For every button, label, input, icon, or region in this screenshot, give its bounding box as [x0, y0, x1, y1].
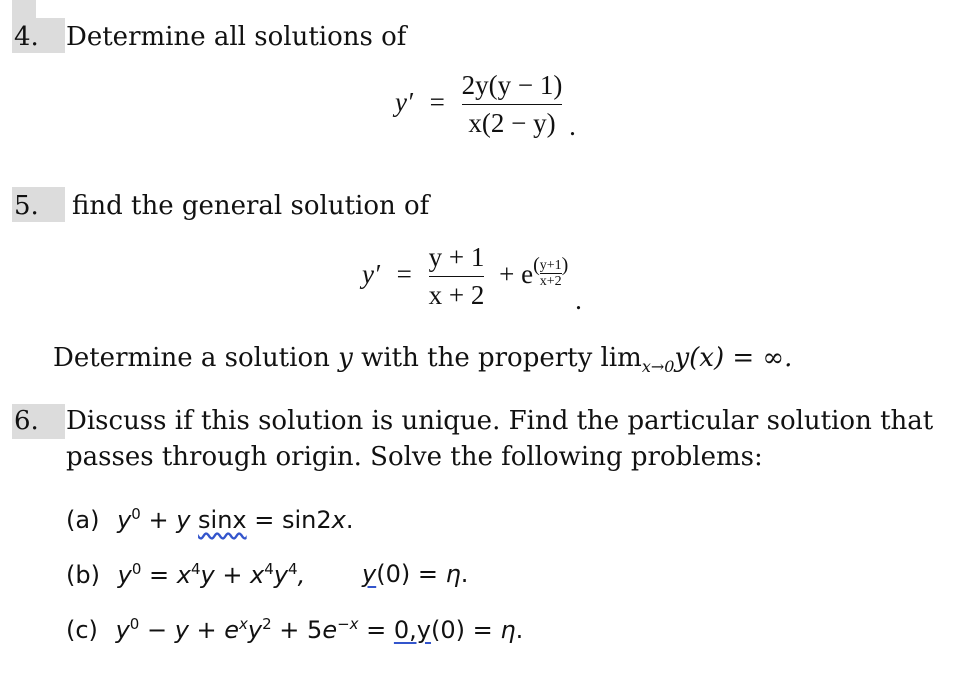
- part-b-sup3: 4: [264, 560, 274, 578]
- problem-4-text: Determine all solutions of: [66, 22, 407, 52]
- part-c: [66, 615, 523, 644]
- part-c-sup1: 0: [129, 615, 140, 633]
- problem-4-number: 4.: [14, 22, 39, 52]
- determine-rest: with the property lim: [352, 343, 642, 373]
- part-c-sup3: 2: [262, 615, 272, 633]
- eq4-period: .: [569, 110, 576, 141]
- eq4-lhs: y′: [395, 86, 413, 117]
- part-b: [66, 560, 305, 589]
- part-b-condition: [362, 560, 468, 588]
- part-b-sup4: 4: [288, 560, 298, 578]
- eq4-equals: =: [429, 86, 445, 117]
- part-c-sup2: x: [239, 615, 248, 633]
- determine-y: y: [338, 343, 353, 373]
- part-a-label: (a): [66, 506, 100, 534]
- eq4-fraction-bar: [462, 104, 563, 105]
- eq5-fraction: [429, 242, 485, 311]
- part-b-cond-eta: η: [445, 560, 461, 588]
- part-b-sup2: 4: [190, 560, 201, 578]
- eq4-fraction: [462, 70, 563, 139]
- part-c-eq5: y: [247, 616, 263, 644]
- part-b-sup1: 0: [131, 560, 142, 578]
- problem-6-line1-span: Discuss if this solution is unique. Find the particular solution that: [66, 406, 934, 436]
- part-b-eq2: = x: [141, 561, 191, 589]
- part-a-sinx: sinx: [198, 506, 247, 534]
- part-c-y: y: [115, 616, 130, 644]
- part-a-eq5: = sin2: [246, 506, 332, 534]
- part-a-eq7: .: [345, 506, 354, 534]
- part-c-eq6: + 5: [271, 616, 323, 644]
- equation-4: [395, 70, 576, 142]
- problem-5-text: find the general solution of: [72, 191, 430, 221]
- equation-5: [362, 242, 582, 316]
- part-c-eq7: e: [322, 616, 338, 644]
- part-c-eq3: y: [174, 616, 189, 644]
- part-c-cond2: (0) =: [431, 616, 501, 644]
- eq5-plus-e: + e: [499, 258, 534, 289]
- problem-6-number: 6.: [14, 406, 39, 436]
- eq4-denominator: x(2 − y): [468, 108, 556, 139]
- eq5-exponent-close: ): [561, 253, 569, 276]
- eq5-exponent-fraction: [540, 259, 562, 288]
- part-c-eq8: =: [358, 616, 394, 644]
- part-c-eq4: + e: [188, 616, 240, 644]
- part-c-eq2: −: [139, 616, 175, 644]
- part-c-label: (c): [66, 616, 98, 644]
- part-a-sup1: 0: [131, 505, 141, 523]
- eq5-lhs: y′: [362, 258, 380, 289]
- eq5-denominator: x + 2: [428, 280, 485, 311]
- determine-tail: y(x) = ∞.: [674, 343, 793, 373]
- determine-text: Determine a solution: [53, 343, 339, 373]
- part-b-eq5: ,: [297, 561, 306, 589]
- part-b-y: y: [117, 561, 132, 589]
- determine-sub: x→0: [641, 357, 675, 377]
- eq4-numerator: 2y(y − 1): [461, 70, 563, 100]
- problem-5-number: 5.: [14, 191, 39, 221]
- problem-6-text-line2: passes through origin. Solve the following problems:: [66, 442, 763, 472]
- part-a: [66, 505, 354, 534]
- part-b-cond-y: y: [362, 560, 377, 588]
- part-b-label: (b): [66, 561, 100, 589]
- part-a-eq3: y: [176, 506, 191, 534]
- part-b-cond-end: .: [460, 560, 469, 588]
- part-a-eq2: +: [140, 506, 177, 534]
- eq5-equals: =: [396, 258, 412, 289]
- part-a-eq6: x: [331, 506, 346, 534]
- part-b-eq3: y + x: [200, 561, 265, 589]
- part-a-eq4: [190, 506, 198, 534]
- eq5-numerator: y + 1: [428, 242, 485, 272]
- part-c-sup4: −x: [337, 615, 359, 633]
- problem-6-text-line1: [66, 406, 932, 436]
- eq5-exponent-num: y+1: [539, 257, 562, 273]
- eq5-exponent-den: x+2: [539, 273, 562, 289]
- part-a-y: y: [117, 506, 132, 534]
- part-b-cond-rest: (0) =: [376, 560, 446, 588]
- eq5-exponent-open: (: [533, 253, 540, 276]
- eq5-fraction-bar: [429, 276, 485, 277]
- part-c-cond1: 0,y: [393, 616, 432, 644]
- determine-line: [53, 343, 792, 376]
- eq5-period: .: [575, 284, 582, 315]
- problem-4-number-shade: [12, 0, 36, 18]
- part-b-eq4: y: [273, 561, 289, 589]
- part-c-cond4: .: [515, 616, 524, 644]
- part-c-cond3: η: [500, 616, 516, 644]
